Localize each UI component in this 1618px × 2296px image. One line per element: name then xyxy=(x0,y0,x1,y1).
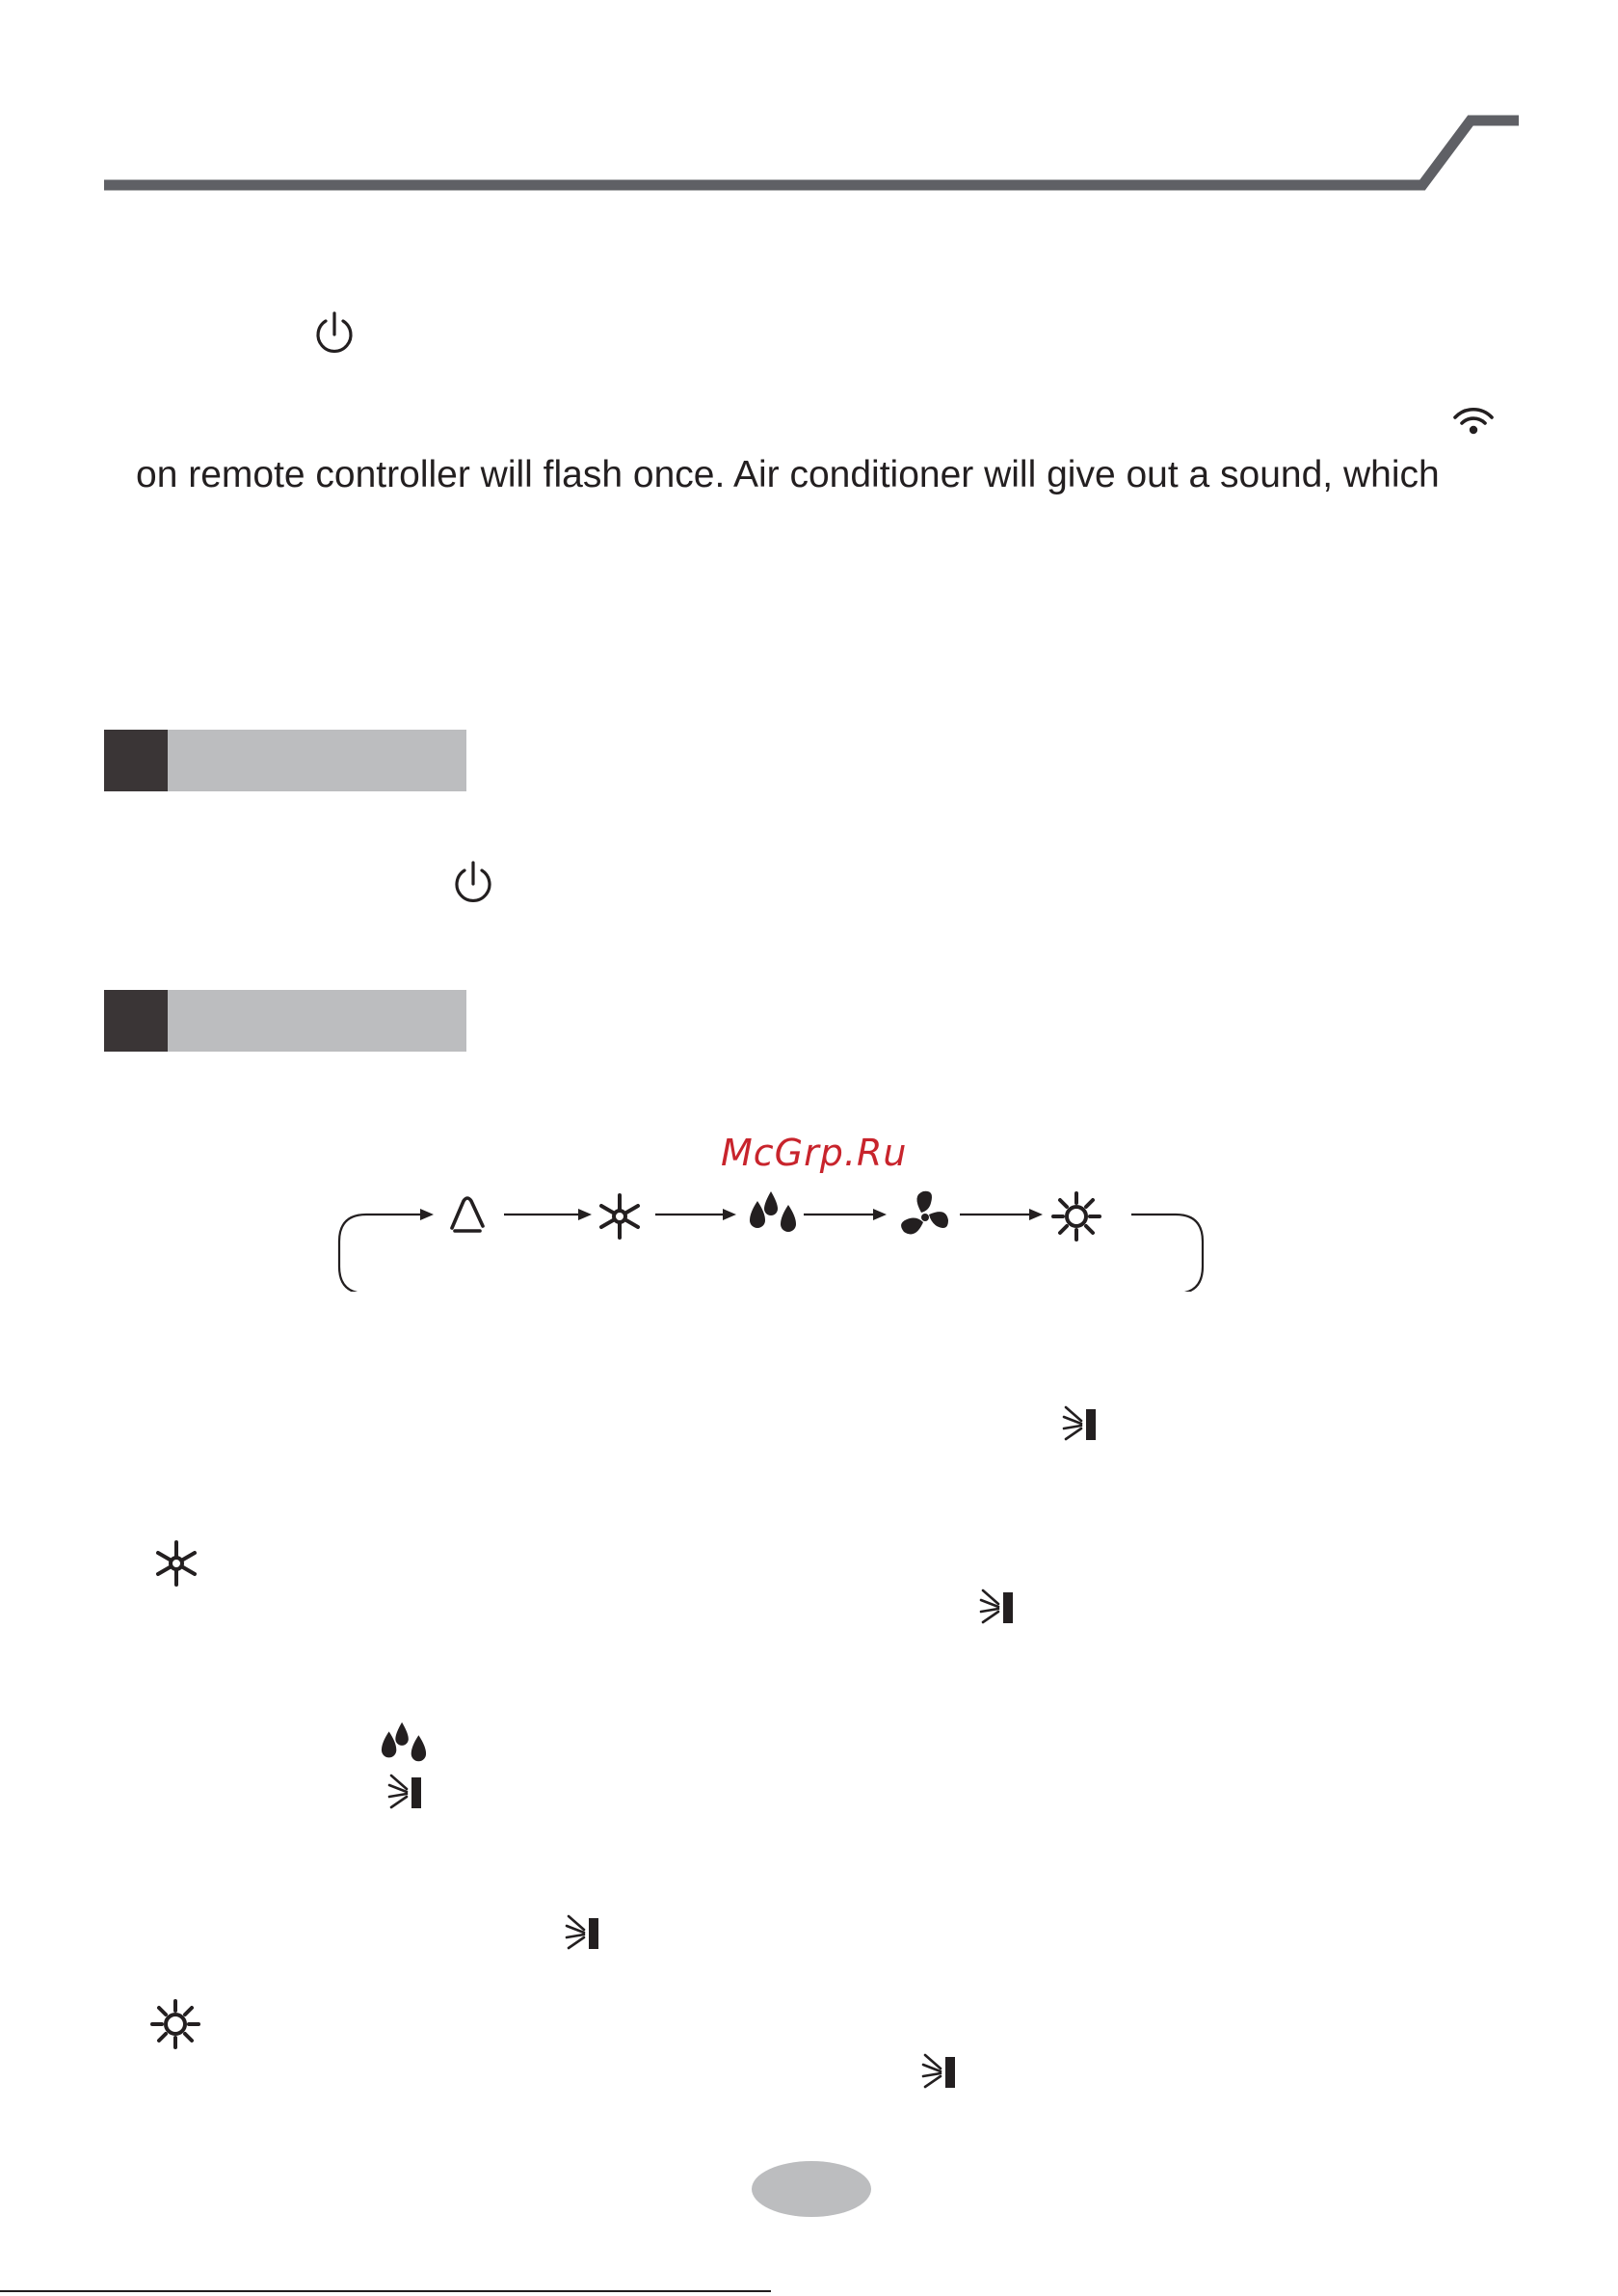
transmit-indicator-icon xyxy=(387,1772,424,1812)
watermark: McGrp.Ru xyxy=(721,1132,908,1174)
page-number-oval xyxy=(752,2161,871,2217)
auto-mode-icon xyxy=(452,1198,483,1231)
section-heading-marker xyxy=(104,990,168,1052)
power-icon xyxy=(310,308,358,357)
heat-mode-icon xyxy=(1053,1193,1100,1240)
fan-mode-icon xyxy=(901,1191,948,1235)
arrow-icon xyxy=(1029,1209,1043,1220)
mode-cycle-loop xyxy=(339,1209,1203,1292)
mode-cycle-diagram xyxy=(328,1166,1214,1292)
section-heading-bar xyxy=(104,730,466,791)
cool-mode-icon xyxy=(601,1195,638,1238)
dry-mode-icon xyxy=(750,1191,796,1232)
transmit-indicator-icon xyxy=(921,2051,958,2092)
section-heading-marker xyxy=(104,730,168,791)
transmit-indicator-icon xyxy=(1062,1403,1099,1444)
header-rule xyxy=(0,0,1618,231)
dry-mode-icon xyxy=(380,1720,428,1764)
body-text-line: on remote controller will flash once. Air conditioner will give out a sound, which xyxy=(136,454,1440,495)
arrow-icon xyxy=(723,1209,736,1220)
arrow-icon xyxy=(873,1209,887,1220)
transmit-indicator-icon xyxy=(565,1912,601,1953)
transmit-indicator-icon xyxy=(979,1587,1016,1627)
heat-mode-icon xyxy=(150,1999,200,2049)
signal-icon xyxy=(1451,405,1496,436)
power-icon xyxy=(449,858,497,906)
arrow-icon xyxy=(578,1209,592,1220)
cool-mode-icon xyxy=(153,1540,199,1587)
section-heading-bar xyxy=(104,990,466,1052)
bottom-rule xyxy=(0,2290,771,2292)
